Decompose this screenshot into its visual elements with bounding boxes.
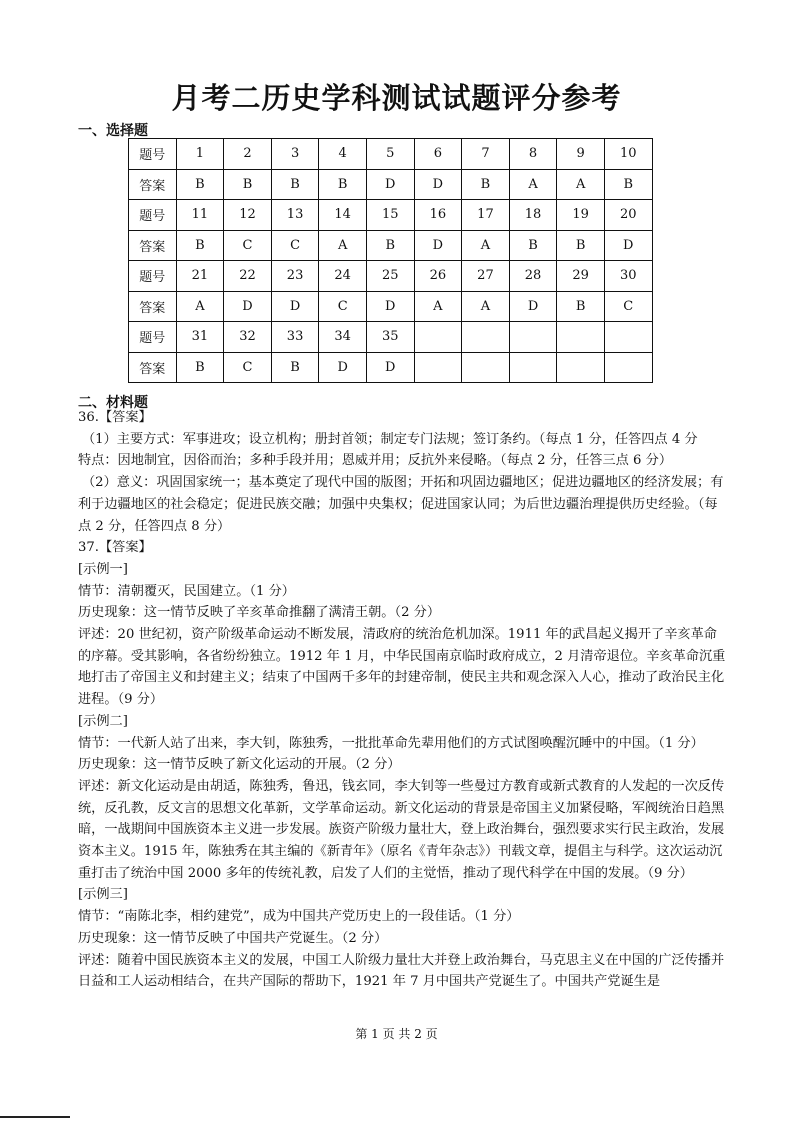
table-cell: A — [509, 169, 557, 200]
table-cell — [509, 352, 557, 383]
answer-body — [78, 407, 726, 993]
table-cell — [557, 322, 605, 353]
table-cell: 32 — [224, 322, 272, 353]
table-cell: 15 — [366, 200, 414, 231]
table-cell: 5 — [366, 139, 414, 170]
example2-phenomenon: 历史现象：这一情节反映了新文化运动的开展。（2 分） — [78, 757, 401, 773]
table-cell — [509, 322, 557, 353]
table-cell: 9 — [557, 139, 605, 170]
table-cell: D — [366, 169, 414, 200]
table-cell: 28 — [509, 261, 557, 292]
example1-comment: 评述：20 世纪初，资产阶级革命运动不断发展，清政府的统治危机加深。1911 年的武昌起义揭开了辛亥革命的序幕。受其影响，各省纷纷独立。1912 年 1 月，中华民国南京临时政府成立，2 月清帝退位。辛亥革命沉重地打击了帝国主义和封建主义；结束了中国两千多年的封建帝制，使民主共和观念深入人心，推动了政治民主化进程。（9 分） — [78, 627, 726, 708]
table-row-header: 答案 — [129, 352, 177, 383]
page-footer: 第 1 页 共 2 页 — [355, 1027, 438, 1041]
table-cell — [604, 322, 652, 353]
example3-plot: 情节：“南陈北李，相约建党”，成为中国共产党历史上的一段佳话。（1 分） — [78, 909, 520, 925]
table-row — [129, 261, 653, 292]
table-row-header: 题号 — [129, 322, 177, 353]
table-cell: 13 — [271, 200, 319, 231]
table-cell: C — [224, 352, 272, 383]
table-cell: B — [557, 291, 605, 322]
table-cell: 6 — [414, 139, 462, 170]
table-cell: 30 — [604, 261, 652, 292]
answer-table — [128, 138, 653, 383]
table-cell: 10 — [604, 139, 652, 170]
q37-heading: 37.【答案】 — [78, 540, 152, 556]
table-cell — [414, 322, 462, 353]
table-cell: 11 — [176, 200, 224, 231]
table-cell: B — [557, 230, 605, 261]
table-row-header: 答案 — [129, 169, 177, 200]
table-cell: 2 — [224, 139, 272, 170]
example3-phenomenon: 历史现象：这一情节反映了中国共产党诞生。（2 分） — [78, 930, 388, 946]
table-cell: 26 — [414, 261, 462, 292]
table-row — [129, 139, 653, 170]
table-cell: A — [414, 291, 462, 322]
table-cell: B — [462, 169, 510, 200]
table-cell: B — [271, 169, 319, 200]
section-heading-choice: 一、选择题 — [78, 123, 148, 139]
corner-rule — [0, 1116, 70, 1118]
table-cell: 29 — [557, 261, 605, 292]
table-row — [129, 200, 653, 231]
table-cell: 24 — [319, 261, 367, 292]
table-cell: B — [224, 169, 272, 200]
table-cell — [604, 352, 652, 383]
table-row — [129, 352, 653, 383]
q36-part1: （1）主要方式：军事进攻；设立机构；册封首领；制定专门法规；签订条约。（每点 1 分，任答四点 4 分 — [82, 431, 698, 447]
table-cell: D — [366, 352, 414, 383]
table-cell: A — [176, 291, 224, 322]
table-cell — [462, 352, 510, 383]
table-cell: D — [271, 291, 319, 322]
table-cell: 14 — [319, 200, 367, 231]
table-cell: 35 — [366, 322, 414, 353]
table-cell: D — [414, 230, 462, 261]
table-cell — [557, 352, 605, 383]
table-cell: 20 — [604, 200, 652, 231]
table-row — [129, 169, 653, 200]
table-cell: D — [509, 291, 557, 322]
table-row-header: 答案 — [129, 291, 177, 322]
table-cell: B — [176, 230, 224, 261]
table-row — [129, 291, 653, 322]
table-cell: 8 — [509, 139, 557, 170]
q36-features: 特点：因地制宜，因俗而治；多种手段并用；恩威并用；反抗外来侵略。（每点 2 分，任答三点 6 分） — [78, 453, 673, 469]
table-cell: C — [271, 230, 319, 261]
table-cell: A — [319, 230, 367, 261]
table-cell: 31 — [176, 322, 224, 353]
q36-part2: （2）意义：巩固国家统一；基本奠定了现代中国的版图；开拓和巩固边疆地区；促进边疆地区的经济发展；有利于边疆地区的社会稳定；促进民族交融；加强中央集权；促进国家认同；为后世边疆治理提供历史经验。（每点 2 分，任答四点 8 分） — [78, 475, 724, 534]
table-cell: 1 — [176, 139, 224, 170]
q36-heading: 36.【答案】 — [78, 410, 152, 425]
table-cell: B — [509, 230, 557, 261]
table-cell: C — [604, 291, 652, 322]
table-row-header: 答案 — [129, 230, 177, 261]
table-cell: D — [414, 169, 462, 200]
table-cell: 33 — [271, 322, 319, 353]
table-cell: 18 — [509, 200, 557, 231]
table-cell: 17 — [462, 200, 510, 231]
table-cell — [462, 322, 510, 353]
table-cell: 4 — [319, 139, 367, 170]
table-cell: B — [271, 352, 319, 383]
table-row — [129, 322, 653, 353]
table-cell: B — [176, 352, 224, 383]
table-cell: 22 — [224, 261, 272, 292]
table-cell: D — [319, 352, 367, 383]
table-cell — [414, 352, 462, 383]
table-cell: C — [319, 291, 367, 322]
table-cell: C — [224, 230, 272, 261]
table-cell: 12 — [224, 200, 272, 231]
table-cell: A — [557, 169, 605, 200]
table-row-header: 题号 — [129, 200, 177, 231]
table-row — [129, 230, 653, 261]
example2-label: [示例二] — [78, 713, 128, 729]
table-cell: D — [224, 291, 272, 322]
example2-comment: 评述：新文化运动是由胡适，陈独秀，鲁迅，钱玄同，李大钊等一些曼过方教育或新式教育的人发起的一次反传统，反孔教，反文言的思想文化革新，文学革命运动。新文化运动的背景是帝国主义加紧侵略，军阀统治日趋黑暗，一战期间中国族资本主义进一步发展。族资产阶级力量壮大，登上政治舞台，强烈要求实行民主政治，发展资本主义。1915 年，陈独秀在其主编的《新青年》（原名《青年杂志》）刊载文章，提倡主与科学。这次运动沉重打击了统治中国 2000 多年的传统礼教，启发了人们的主觉悟，推动了现代科学在中国的发展。（9 分） — [78, 778, 725, 881]
table-cell: 19 — [557, 200, 605, 231]
example1-label: [示例一] — [78, 561, 128, 577]
table-cell: A — [462, 291, 510, 322]
table-cell: D — [604, 230, 652, 261]
table-cell: 27 — [462, 261, 510, 292]
table-cell: B — [604, 169, 652, 200]
example3-label: [示例三] — [78, 887, 128, 903]
table-cell: 21 — [176, 261, 224, 292]
table-cell: D — [366, 291, 414, 322]
table-cell: B — [319, 169, 367, 200]
section-heading-material: 二、材料题 — [78, 395, 148, 411]
table-row-header: 题号 — [129, 139, 177, 170]
table-cell: 3 — [271, 139, 319, 170]
table-cell: 34 — [319, 322, 367, 353]
table-row-header: 题号 — [129, 261, 177, 292]
example1-plot: 情节：清朝覆灭，民国建立。（1 分） — [78, 583, 295, 599]
table-cell: 25 — [366, 261, 414, 292]
table-cell: 23 — [271, 261, 319, 292]
table-cell: 16 — [414, 200, 462, 231]
table-cell: 7 — [462, 139, 510, 170]
example3-comment: 评述：随着中国民族资本主义的发展，中国工人阶级力量壮大并登上政治舞台，马克思主义在中国的广泛传播并日益和工人运动相结合，在共产国际的帮助下，1921 年 7 月中国共产党诞生了。中国共产党诞生是 — [78, 952, 725, 990]
table-cell: B — [176, 169, 224, 200]
table-cell: A — [462, 230, 510, 261]
page-title: 月考二历史学科测试试题评分参考 — [171, 81, 622, 115]
example2-plot: 情节：一代新人站了出来，李大钊，陈独秀，一批批革命先辈用他们的方式试图唤醒沉睡中的中国。（1 分） — [78, 735, 704, 751]
example1-phenomenon: 历史现象：这一情节反映了辛亥革命推翻了满清王朝。（2 分） — [78, 605, 441, 621]
table-cell: B — [366, 230, 414, 261]
